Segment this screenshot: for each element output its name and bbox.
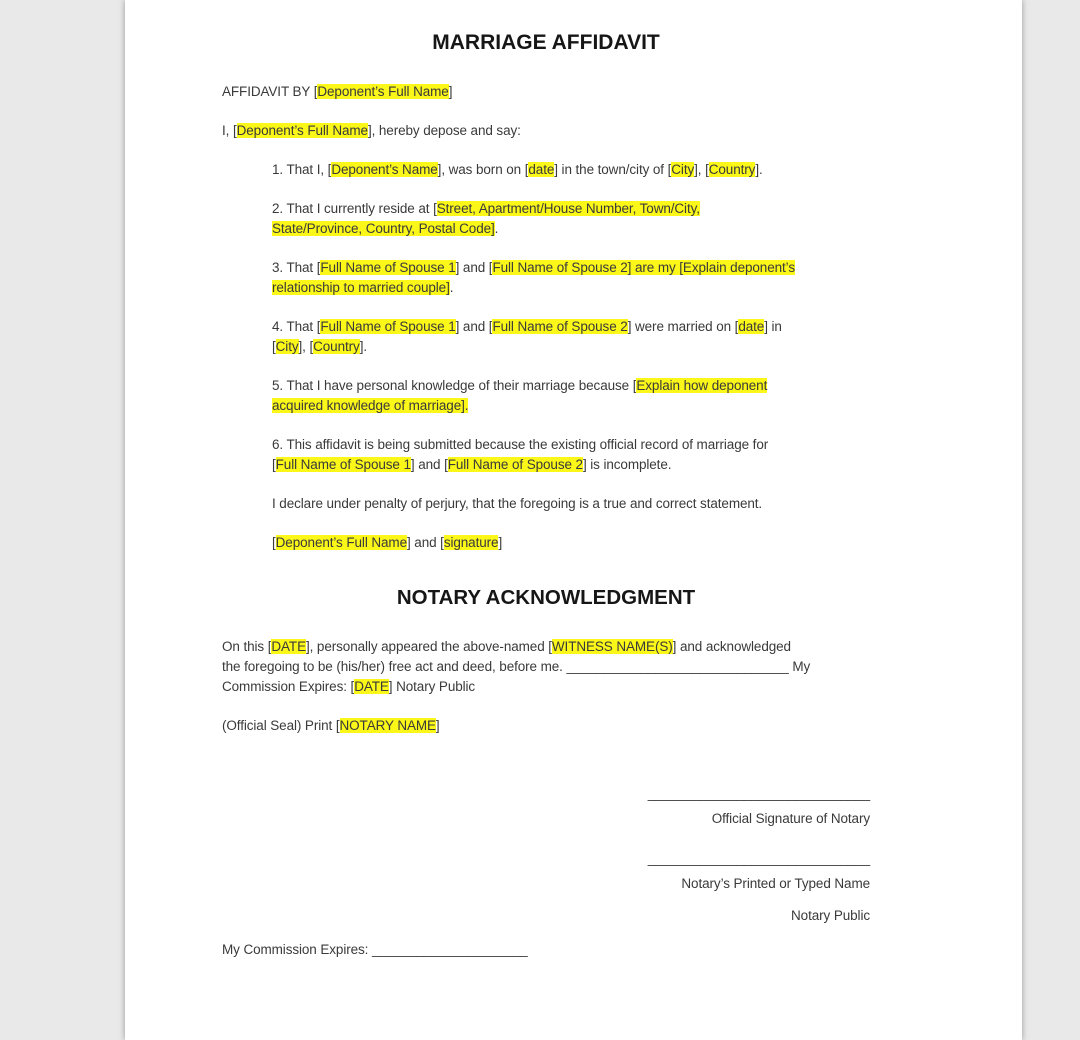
text-run: ______________________________ [647,786,870,801]
placeholder-field[interactable]: DATE [271,639,306,654]
placeholder-field[interactable]: Full Name of Spouse 2] are my [Explain deponent’s [492,260,795,275]
text-run: the foregoing to be (his/her) free act and deed, before me. ______________________________ My [222,659,811,674]
text-run: ], hereby depose and say: [367,123,521,138]
text-run: NOTARY ACKNOWLEDGMENT [396,586,696,609]
text-run: ], [ [298,339,314,354]
placeholder-field[interactable]: WITNESS NAME(S) [551,639,673,654]
text-run: ______________________________ [647,851,870,866]
notary-public-label [222,906,870,926]
deposition-intro [222,121,870,141]
placeholder-field[interactable]: Full Name of Spouse 2 [492,319,628,334]
placeholder-field[interactable]: Country [708,162,756,177]
text-run: ] and [ [455,260,493,275]
notary-signature-rule [222,784,870,804]
text-run: [ [272,535,276,550]
text-run: My Commission Expires: [222,942,372,957]
notary-acknowledgment-paragraph [222,637,870,697]
text-run: ] were married on [ [627,319,739,334]
text-run: ] [498,535,503,550]
placeholder-field[interactable]: City [275,339,299,354]
text-run: ] Notary Public [388,679,476,694]
text-run: [ [272,339,276,354]
placeholder-field[interactable]: Full Name of Spouse 1 [275,457,411,472]
text-run: (Official Seal) Print [ [222,718,340,733]
official-seal-line [222,716,870,736]
placeholder-field[interactable]: Street, Apartment/House Number, Town/City, [436,201,700,216]
notary-name-label [222,874,870,894]
placeholder-field[interactable]: Full Name of Spouse 1 [320,319,456,334]
text-run: ], [ [694,162,709,177]
text-run: 5. That I have personal knowledge of their marriage because [ [272,378,637,393]
placeholder-field[interactable]: Country [313,339,360,354]
text-run: ] in the town/city of [ [554,162,672,177]
text-run: 3. That [ [272,260,321,275]
deponent-signature-line [272,533,870,553]
placeholder-field[interactable]: Deponent’s Full Name [317,84,449,99]
notary-name-rule [222,849,870,869]
text-run: 2. That I currently reside at [ [272,201,437,216]
placeholder-field[interactable]: Full Name of Spouse 1 [320,260,456,275]
statement-4 [272,317,870,357]
placeholder-field[interactable]: acquired knowledge of marriage]. [272,398,469,413]
statement-2 [272,199,870,239]
text-run: I declare under penalty of perjury, that the foregoing is a true and correct statement. [272,496,763,511]
text-run: ] and acknowledged [672,639,791,654]
text-run: ] and [ [406,535,444,550]
text-run: ] is incomplete. [582,457,672,472]
text-run: 4. That [ [272,319,321,334]
text-run: ]. [359,339,368,354]
placeholder-field[interactable]: Deponent’s Full Name [236,123,368,138]
notary-signature-label [222,809,870,829]
text-run: ]. [755,162,763,177]
statement-6 [272,435,870,475]
placeholder-field[interactable]: Deponent’s Full Name [275,535,407,550]
text-run: ] and [ [455,319,493,334]
statement-1 [272,160,870,180]
placeholder-field[interactable]: City [671,162,695,177]
commission-expires-line [222,940,870,960]
placeholder-field[interactable]: signature [443,535,499,550]
placeholder-field[interactable]: date [738,319,765,334]
text-run: 1. That I, [ [272,162,332,177]
placeholder-field[interactable]: State/Province, Country, Postal Code] [272,221,495,236]
text-run: ] in [764,319,782,334]
text-run: Notary Public [791,908,870,923]
text-run: I, [ [222,123,237,138]
placeholder-field[interactable]: relationship to married couple] [272,280,450,295]
perjury-declaration [272,494,870,514]
document-title [222,30,870,56]
text-run: AFFIDAVIT BY [ [222,84,318,99]
text-run: ] [435,718,440,733]
placeholder-field[interactable]: Full Name of Spouse 2 [447,457,583,472]
text-run: 6. This affidavit is being submitted because the existing official record of marriage for [272,437,769,452]
placeholder-field[interactable]: Deponent’s Name [331,162,438,177]
text-run: ], personally appeared the above-named [ [305,639,552,654]
text-run: On this [ [222,639,272,654]
affidavit-by-line [222,82,870,102]
text-run: . [494,221,499,236]
statement-3 [272,258,870,298]
text-run: MARRIAGE AFFIDAVIT [432,31,660,54]
text-run: _____________________ [371,942,528,957]
notary-section-title [222,585,870,611]
text-run: ], was born on [ [437,162,529,177]
text-run: . [449,280,454,295]
text-run: ] and [ [410,457,448,472]
text-run: Commission Expires: [ [222,679,355,694]
text-run: Notary’s Printed or Typed Name [681,876,870,891]
placeholder-field[interactable]: NOTARY NAME [339,718,436,733]
text-run: ] [448,84,453,99]
placeholder-field[interactable]: DATE [354,679,389,694]
placeholder-field[interactable]: date [528,162,555,177]
placeholder-field[interactable]: Explain how deponent [636,378,768,393]
text-run: [ [272,457,276,472]
text-run: Official Signature of Notary [711,811,870,826]
statement-5 [272,376,870,416]
document-page [125,0,1022,1040]
